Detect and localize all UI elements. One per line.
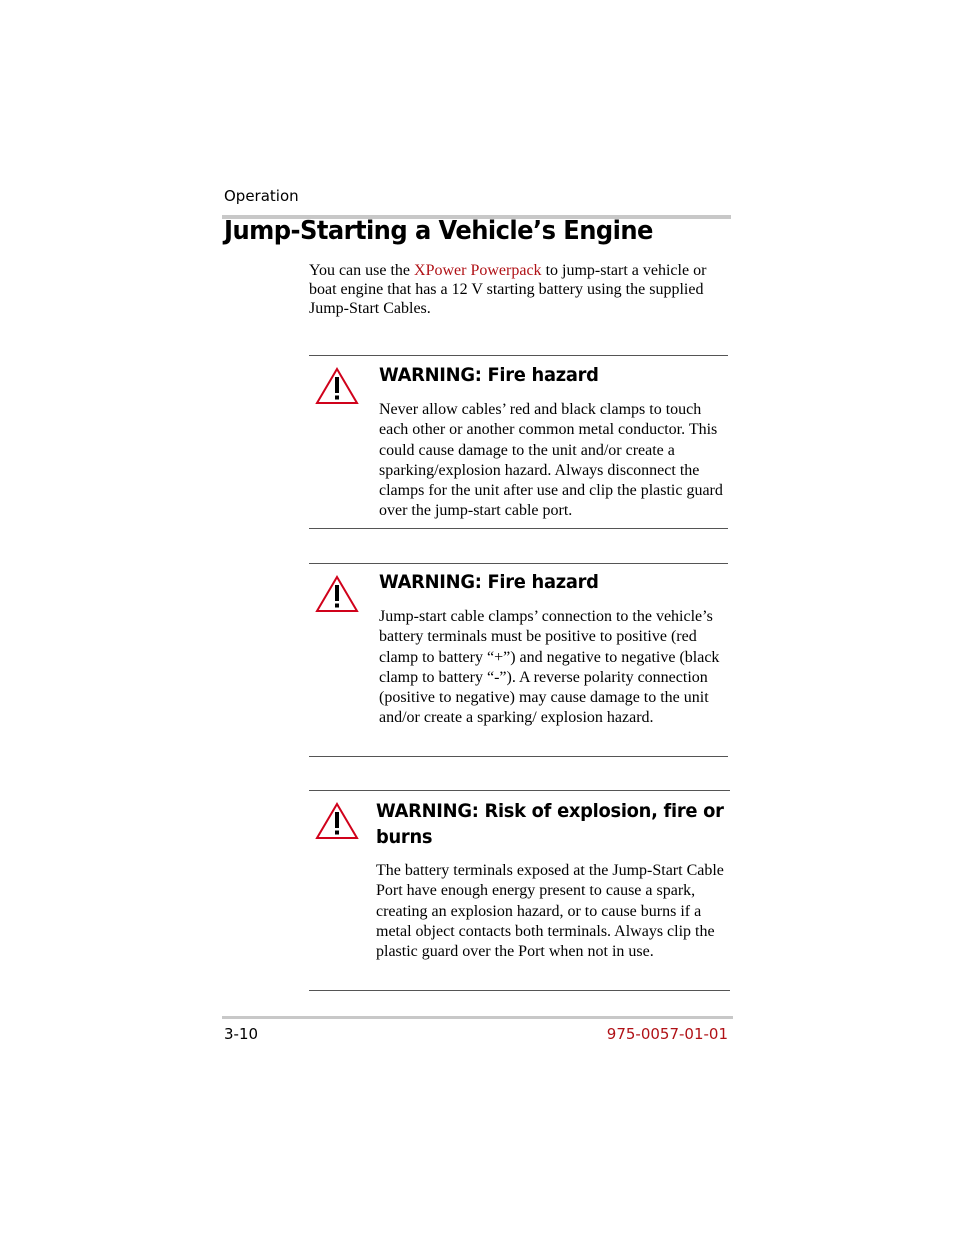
warning-title: WARNING: Fire hazard	[379, 364, 599, 386]
page-number: 3-10	[224, 1025, 259, 1043]
product-name: XPower Powerpack	[414, 262, 542, 279]
section-header: Operation	[224, 187, 299, 205]
warning-box-explosion	[309, 790, 730, 991]
warning-triangle-icon	[315, 575, 359, 613]
warning-box-fire-hazard-1	[309, 355, 728, 529]
page-title: Jump-Starting a Vehicle’s Engine	[224, 216, 653, 246]
warning-title: WARNING: Risk of explosion, fire or burns	[376, 800, 724, 848]
intro-text-start: You can use the	[309, 262, 415, 279]
warning-triangle-icon	[315, 802, 359, 840]
document-number: 975-0057-01-01	[606, 1025, 728, 1043]
warning-body: Jump-start cable clamps’ connection to the vehicle’s battery terminals must be positive to positive (red clamp to battery “+”) and negative to negative (black clamp to battery “-”). A reverse polarity connection (positive to negative) may cause damage to the unit and/or create a sparking/ explosion hazard.	[379, 608, 720, 727]
footer-rule	[222, 1016, 733, 1019]
warning-title: WARNING: Fire hazard	[379, 571, 599, 593]
warning-triangle-icon	[315, 367, 359, 405]
warning-box-fire-hazard-2	[309, 563, 728, 757]
intro-paragraph	[309, 261, 729, 318]
warning-body: Never allow cables’ red and black clamps to touch each other or another common metal conductor. This could cause damage to the unit and/or create a sparking/explosion hazard. Always disconnect the clamps for the unit after use and clip the plastic guard over the jump-start cable port.	[379, 401, 723, 520]
warning-body: The battery terminals exposed at the Jump-Start Cable Port have enough energy present to cause a spark, creating an explosion hazard, or to cause burns if a metal object contacts both terminals. Always clip the plastic guard over the Port when not in use.	[376, 862, 724, 961]
intro-text-end: to jump-start a vehicle or boat engine that has a 12 V starting battery using the supplied Jump-Start Cables.	[309, 262, 707, 317]
